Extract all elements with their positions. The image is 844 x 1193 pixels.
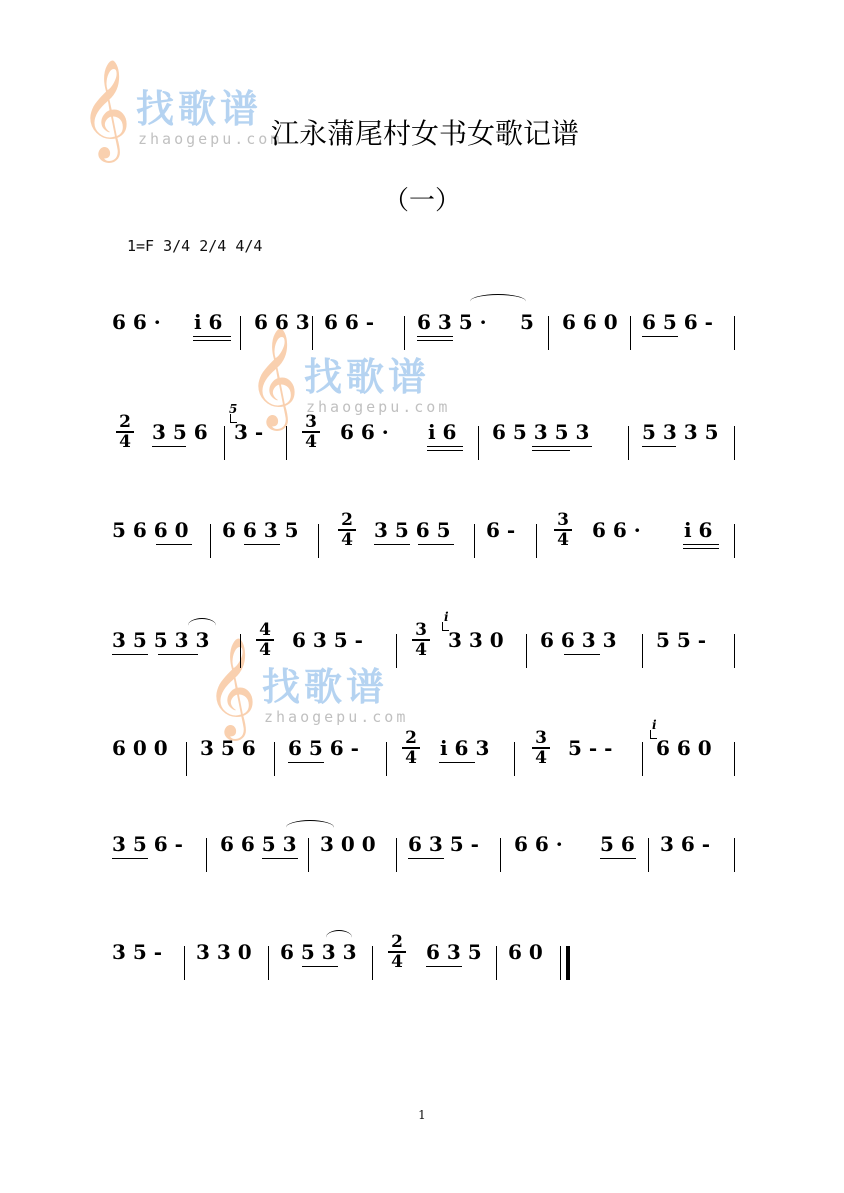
time-signature: $\frac{2}{4}$ [388, 934, 406, 970]
underline-mark [532, 446, 592, 447]
treble-clef-icon: 𝄞 [248, 327, 299, 427]
time-signature: $\frac{2}{4}$ [402, 730, 420, 766]
barline [224, 426, 225, 460]
measure-group: 6 6 · [340, 420, 389, 444]
underline-mark [683, 544, 719, 545]
underline-mark [427, 446, 463, 447]
measure-group: 5 6 6 0 [112, 518, 189, 542]
measure-group: 3 6 - [660, 832, 711, 856]
barline [642, 634, 643, 668]
underline-mark [439, 762, 475, 763]
barline [526, 634, 527, 668]
measure-group: 3 0 0 [320, 832, 376, 856]
underline-mark [532, 450, 570, 451]
underline-mark [418, 544, 454, 545]
measure-group: i 6 [194, 310, 223, 334]
watermark-logo: 找歌谱 [262, 665, 389, 709]
barline [184, 946, 185, 980]
measure-group: 6 5 3 3 [280, 940, 357, 964]
measure-group: 3 5 5 3 3 [112, 628, 210, 652]
measure-group: 3 5 6 - [112, 832, 183, 856]
page-number: 1 [418, 1108, 426, 1122]
underline-mark [112, 654, 148, 655]
grace-note: 5 [229, 402, 238, 416]
underline-mark [417, 340, 453, 341]
tie-slur [326, 930, 352, 945]
barline [734, 742, 735, 776]
time-signature: $\frac{4}{4}$ [256, 622, 274, 658]
barline [318, 524, 319, 558]
underline-mark [302, 966, 338, 967]
grace-note: i [444, 610, 449, 624]
underline-mark [244, 544, 280, 545]
measure-group: 6 3 5 [426, 940, 482, 964]
barline [734, 426, 735, 460]
score-row-1 [112, 310, 742, 370]
measure-group: 5 - - [568, 736, 613, 760]
barline [514, 742, 515, 776]
barline [240, 316, 241, 350]
underline-mark [193, 340, 231, 341]
underline-mark [156, 544, 192, 545]
page-title: 江永蒲尾村女书女歌记谱 [270, 117, 579, 150]
measure-group: 6 6 · [112, 310, 161, 334]
watermark-logo: 找歌谱 [304, 355, 431, 399]
measure-group: 3 5 - [112, 940, 163, 964]
barline [186, 742, 187, 776]
measure-group: 6 6 0 [656, 736, 712, 760]
barline [274, 742, 275, 776]
measure-group: 6 6 3 [254, 310, 310, 334]
underline-mark [158, 654, 198, 655]
barline [312, 316, 313, 350]
barline [474, 524, 475, 558]
barline [734, 316, 735, 350]
underline-mark [426, 966, 462, 967]
barline [308, 838, 309, 872]
barline [386, 742, 387, 776]
underline-mark [112, 858, 148, 859]
measure-group: 6 6 - [324, 310, 375, 334]
time-signature: $\frac{3}{4}$ [302, 414, 320, 450]
measure-group: 6 6 5 3 [220, 832, 297, 856]
measure-group: 6 5 6 - [642, 310, 713, 334]
barline [734, 524, 735, 558]
underline-mark [683, 548, 719, 549]
underline-mark [193, 336, 231, 337]
underline-mark [427, 450, 463, 451]
measure-group: 6 6 · [514, 832, 563, 856]
barline [648, 838, 649, 872]
grace-note: i [652, 718, 657, 732]
measure-group: 6 5 3 5 3 [492, 420, 590, 444]
score-row-5 [112, 718, 742, 796]
key-signature: 1=F 3/4 2/4 4/4 [127, 237, 263, 255]
treble-clef-icon: 𝄞 [80, 59, 131, 159]
underline-mark [642, 336, 678, 337]
measure-group: 6 3 5 · [417, 310, 487, 334]
underline-mark [152, 446, 186, 447]
barline [478, 426, 479, 460]
time-signature: $\frac{2}{4}$ [338, 512, 356, 548]
barline [500, 838, 501, 872]
measure-group: 6 0 [508, 940, 543, 964]
barline [206, 838, 207, 872]
page-subtitle: （一） [382, 186, 461, 216]
underline-mark [564, 654, 600, 655]
barline [734, 634, 735, 668]
tie-slur [188, 618, 216, 633]
underline-mark [288, 762, 324, 763]
measure-group: 5 6 [600, 832, 635, 856]
measure-group: 6 3 5 - [292, 628, 363, 652]
measure-group: i 6 [684, 518, 713, 542]
watermark-logo: 找歌谱 [136, 87, 263, 131]
watermark-url: zhaogepu.com [306, 398, 451, 416]
score-row-4 [112, 610, 742, 688]
measure-group: 5 5 - [656, 628, 707, 652]
barline [210, 524, 211, 558]
tie-slur [470, 294, 526, 309]
measure-group: 6 6 0 [562, 310, 618, 334]
barline [548, 316, 549, 350]
measure-group: 6 5 6 - [288, 736, 359, 760]
barline [642, 742, 643, 776]
underline-mark [408, 858, 444, 859]
score-row-7 [112, 932, 742, 1000]
underline-mark [374, 544, 410, 545]
barline [372, 946, 373, 980]
underline-mark [642, 446, 676, 447]
time-signature: $\frac{3}{4}$ [554, 512, 572, 548]
underline-mark [600, 858, 636, 859]
measure-group: 3 5 6 5 [374, 518, 451, 542]
measure-group: 6 6 3 3 [540, 628, 617, 652]
measure-group: 6 0 0 [112, 736, 168, 760]
barline [496, 946, 497, 980]
measure-group: 3 - [234, 420, 264, 444]
barline [734, 838, 735, 872]
measure-group: 6 6 · [592, 518, 641, 542]
barline [396, 634, 397, 668]
barline [630, 316, 631, 350]
watermark-url: zhaogepu.com [138, 130, 283, 148]
score-row-6 [112, 832, 742, 892]
barline [404, 316, 405, 350]
measure-group: 5 [520, 310, 534, 334]
measure-group: 3 5 6 [152, 420, 208, 444]
time-signature: $\frac{3}{4}$ [532, 730, 550, 766]
final-barline-thin [560, 946, 561, 980]
measure-group: 6 3 5 - [408, 832, 479, 856]
watermark-url: zhaogepu.com [264, 708, 409, 726]
score-row-3 [112, 510, 742, 578]
measure-group: i 6 [428, 420, 457, 444]
measure-group: 3 3 0 [196, 940, 252, 964]
time-signature: $\frac{3}{4}$ [412, 622, 430, 658]
treble-clef-icon: 𝄞 [206, 637, 257, 737]
underline-mark [417, 336, 453, 337]
final-barline-thick [566, 946, 570, 980]
barline [396, 838, 397, 872]
barline [240, 634, 241, 668]
measure-group: 6 - [486, 518, 516, 542]
measure-group: i 6 3 [440, 736, 490, 760]
measure-group: 5 3 3 5 [642, 420, 719, 444]
measure-group: 3 3 0 [448, 628, 504, 652]
barline [268, 946, 269, 980]
underline-mark [262, 858, 298, 859]
measure-group: 3 5 6 [200, 736, 256, 760]
barline [628, 426, 629, 460]
barline [286, 426, 287, 460]
barline [536, 524, 537, 558]
measure-group: 6 6 3 5 [222, 518, 299, 542]
time-signature: $\frac{2}{4}$ [116, 414, 134, 450]
